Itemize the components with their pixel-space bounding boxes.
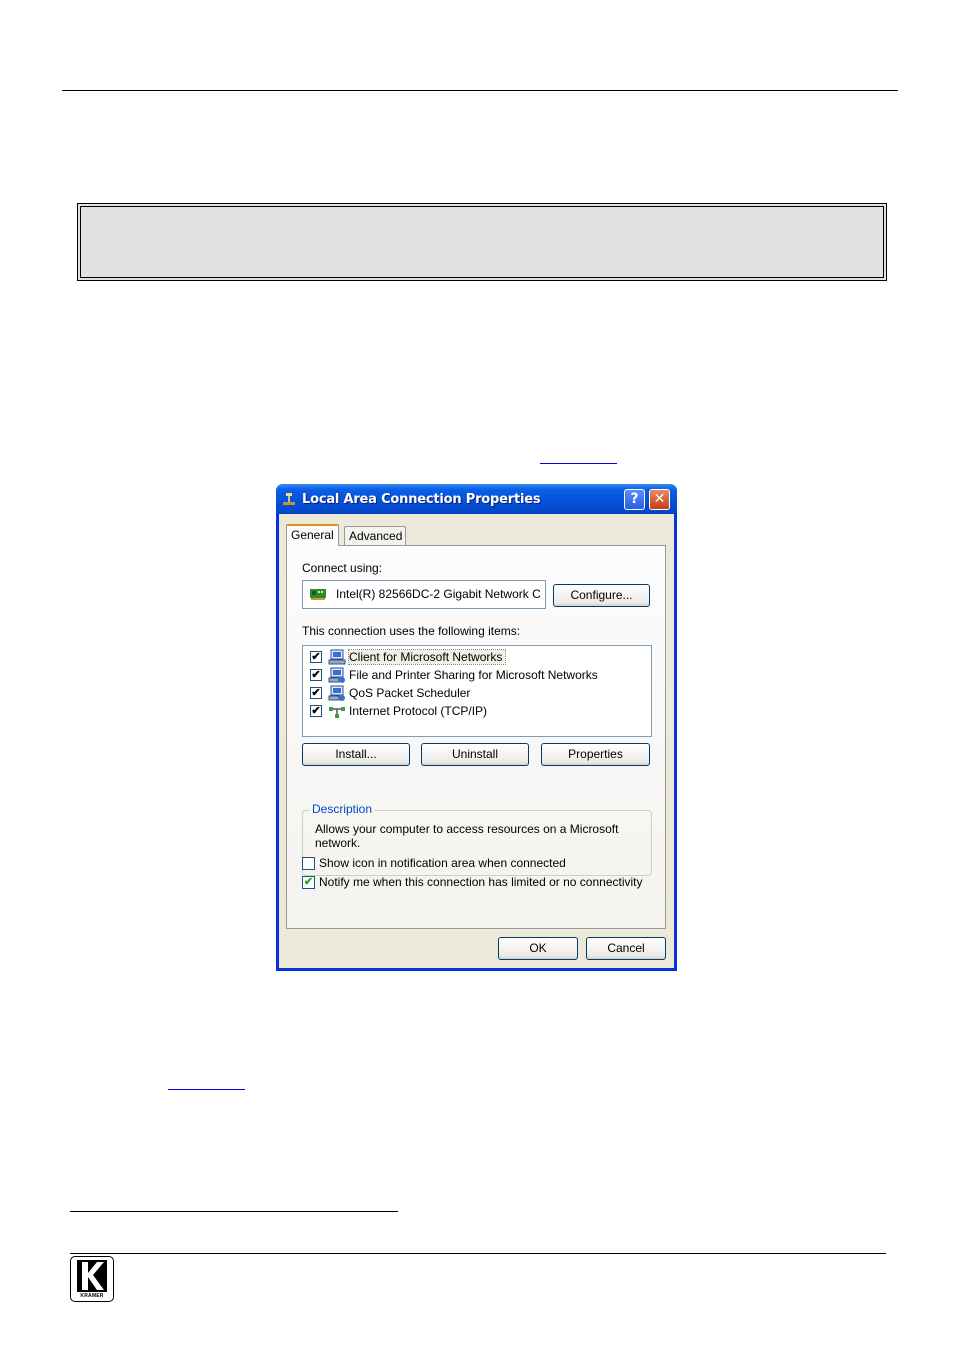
description-text: Allows your computer to access resources on a Microsoft network. bbox=[315, 822, 619, 850]
dialog-titlebar[interactable] bbox=[276, 484, 677, 514]
close-button[interactable]: ✕ bbox=[649, 489, 670, 510]
item-label: Client for Microsoft Networks bbox=[349, 650, 505, 664]
logo-text: KRAMER bbox=[80, 1293, 104, 1299]
footer-rule bbox=[70, 1253, 886, 1254]
dialog-body bbox=[279, 514, 674, 968]
connection-items-list[interactable] bbox=[302, 645, 652, 737]
network-client-icon bbox=[328, 649, 346, 665]
network-service-icon bbox=[328, 685, 346, 701]
show-icon-checkbox[interactable] bbox=[302, 857, 315, 870]
show-icon-label: Show icon in notification area when connected bbox=[319, 856, 566, 870]
note-box bbox=[77, 203, 887, 281]
tab-panel-general bbox=[286, 545, 666, 929]
local-area-connection-properties-dialog bbox=[276, 484, 677, 971]
cancel-button[interactable]: Cancel bbox=[586, 937, 666, 960]
ok-button[interactable]: OK bbox=[498, 937, 578, 960]
description-legend: Description bbox=[312, 802, 373, 816]
item-checkbox[interactable]: ✔ bbox=[311, 669, 321, 681]
item-label: Internet Protocol (TCP/IP) bbox=[349, 704, 488, 718]
network-protocol-icon bbox=[328, 703, 346, 719]
kramer-logo bbox=[70, 1256, 114, 1302]
notify-checkbox[interactable]: ✔ bbox=[303, 876, 314, 888]
tab-general[interactable]: General bbox=[286, 524, 339, 546]
item-checkbox[interactable]: ✔ bbox=[311, 651, 321, 663]
adapter-field bbox=[302, 580, 546, 609]
adapter-name: Intel(R) 82566DC-2 Gigabit Network C bbox=[336, 587, 541, 601]
item-checkbox[interactable]: ✔ bbox=[311, 705, 321, 717]
network-service-icon bbox=[328, 667, 346, 683]
dialog-title: Local Area Connection Properties bbox=[302, 492, 541, 507]
tab-advanced[interactable]: Advanced bbox=[344, 526, 406, 545]
kramer-k-icon bbox=[77, 1260, 107, 1292]
footnote-rule bbox=[70, 1211, 398, 1212]
item-label: QoS Packet Scheduler bbox=[349, 686, 471, 700]
network-connection-icon bbox=[281, 492, 297, 508]
hyperlink-underline[interactable] bbox=[168, 1089, 245, 1090]
item-checkbox[interactable]: ✔ bbox=[311, 687, 321, 699]
uninstall-button[interactable]: Uninstall bbox=[421, 743, 529, 766]
notify-label: Notify me when this connection has limited or no connectivity bbox=[319, 875, 643, 889]
hyperlink-underline[interactable] bbox=[540, 463, 617, 464]
connect-using-label: Connect using: bbox=[302, 561, 383, 575]
properties-button[interactable]: Properties bbox=[541, 743, 650, 766]
items-label: This connection uses the following items: bbox=[302, 624, 521, 638]
configure-button[interactable]: Configure... bbox=[553, 584, 650, 607]
item-label: File and Printer Sharing for Microsoft Networks bbox=[349, 668, 598, 682]
install-button[interactable]: Install... bbox=[302, 743, 410, 766]
header-rule bbox=[62, 90, 898, 91]
network-adapter-icon bbox=[310, 588, 328, 601]
help-button[interactable]: ? bbox=[624, 489, 645, 510]
